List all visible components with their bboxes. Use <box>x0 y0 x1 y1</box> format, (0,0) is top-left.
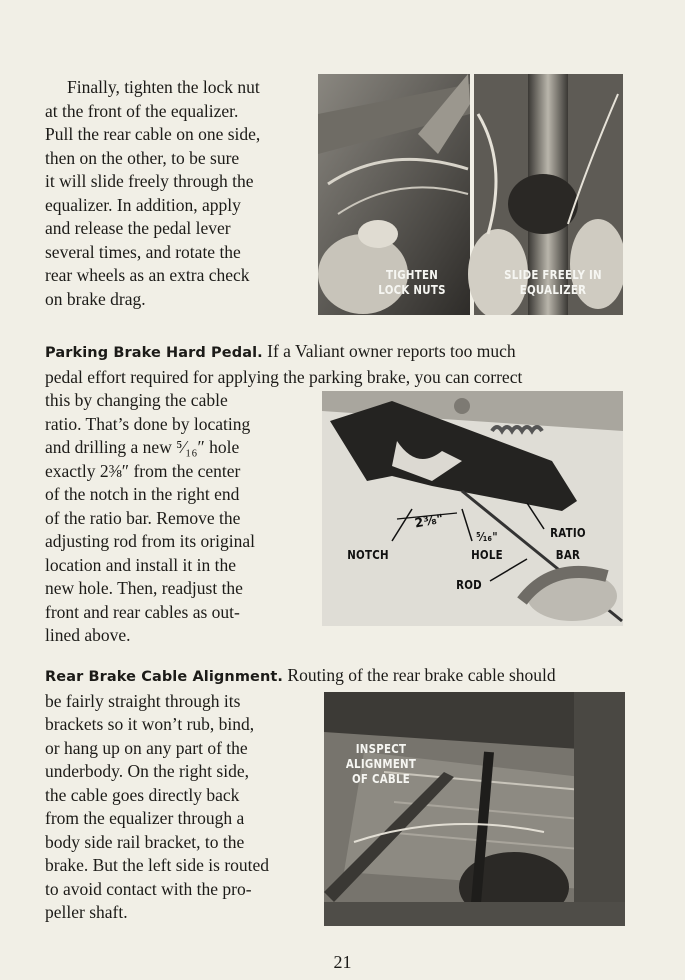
text-line: lined above. <box>45 625 131 645</box>
section-heading: Parking Brake Hard Pedal. <box>45 345 263 361</box>
section-heading: Rear Brake Cable Alignment. <box>45 669 284 685</box>
text-line: exactly 2⅜″ from the center <box>45 460 241 481</box>
text-line: ratio. That’s done by locating <box>45 413 251 434</box>
text-line: location and install it in the <box>45 554 237 575</box>
text-line: several times, and rotate the <box>45 241 241 262</box>
page-number: 21 <box>333 952 352 972</box>
text-line: front and rear cables as out- <box>45 601 240 622</box>
caption-line: EQUALIZER <box>519 282 587 297</box>
rod-label: ROD <box>456 577 482 592</box>
caption-line: OF CABLE <box>351 771 411 786</box>
section-heading-line <box>45 340 645 366</box>
inspect-alignment-caption <box>344 741 418 786</box>
caption-line: ALIGNMENT <box>345 756 417 771</box>
ratio-bar-photo <box>322 391 623 626</box>
text-line: be fairly straight through its <box>45 690 241 711</box>
caption-line: SLIDE FREELY IN <box>504 267 602 282</box>
tighten-lock-nuts-caption <box>371 267 453 297</box>
hole-label: HOLE <box>471 547 503 562</box>
text-line: or hang up on any part of the <box>45 737 248 758</box>
caption-line: INSPECT <box>355 741 407 756</box>
section-heading-line <box>45 664 645 690</box>
caption-line: LOCK NUTS <box>378 282 446 297</box>
text-line: adjusting rod from its original <box>45 531 255 551</box>
text-line: the cable goes directly back <box>45 784 240 805</box>
underbody-photo-art <box>324 692 625 926</box>
ratio-label: RATIO <box>550 525 586 540</box>
text-line: Pull the rear cable on one side, <box>45 124 261 144</box>
text-line: this by changing the cable <box>45 390 228 410</box>
text-line: of the ratio bar. Remove the <box>45 507 241 528</box>
text-line: brackets so it won’t rub, bind, <box>45 714 255 734</box>
text-line: If a Valiant owner reports too much <box>267 341 516 361</box>
text-line: equalizer. In addition, apply <box>45 194 241 215</box>
text-line: Routing of the rear brake cable should <box>287 665 556 685</box>
text-line: brake. But the left side is routed <box>45 855 270 875</box>
notch-label: NOTCH <box>347 547 389 562</box>
text-line: new hole. Then, readjust the <box>45 578 243 598</box>
text-line: then on the other, to be sure <box>45 147 240 168</box>
slide-freely-caption <box>492 267 615 297</box>
underbody-photo <box>324 692 625 926</box>
text-line: body side rail bracket, to the <box>45 831 245 852</box>
bar-label: BAR <box>555 547 581 562</box>
text-line: peller shaft. <box>45 902 128 922</box>
text-line: pedal effort required for applying the parking brake, you can correct <box>45 366 523 387</box>
text-line: rear wheels as an extra check <box>45 265 250 285</box>
text-line: underbody. On the right side, <box>45 761 249 781</box>
hole-size-label: ⁵⁄₁₆" <box>476 529 498 544</box>
equalizer-photo <box>318 74 623 315</box>
text-line: on brake drag. <box>45 288 146 309</box>
text-line: it will slide freely through the <box>45 171 254 191</box>
text-line: Finally, tighten the lock nut <box>67 77 260 97</box>
text-line: of the notch in the right end <box>45 484 240 504</box>
section-lock-nut-text <box>45 76 307 311</box>
dimension-label: 2⅜" <box>413 510 445 531</box>
text-line: and release the pedal lever <box>45 218 231 238</box>
text-line: and drilling a new ⁵⁄₁₆″ hole <box>45 437 240 457</box>
text-line: at the front of the equalizer. <box>45 100 239 121</box>
text-line: to avoid contact with the pro- <box>45 878 252 899</box>
text-line: from the equalizer through a <box>45 808 245 828</box>
caption-line: TIGHTEN <box>385 267 439 282</box>
